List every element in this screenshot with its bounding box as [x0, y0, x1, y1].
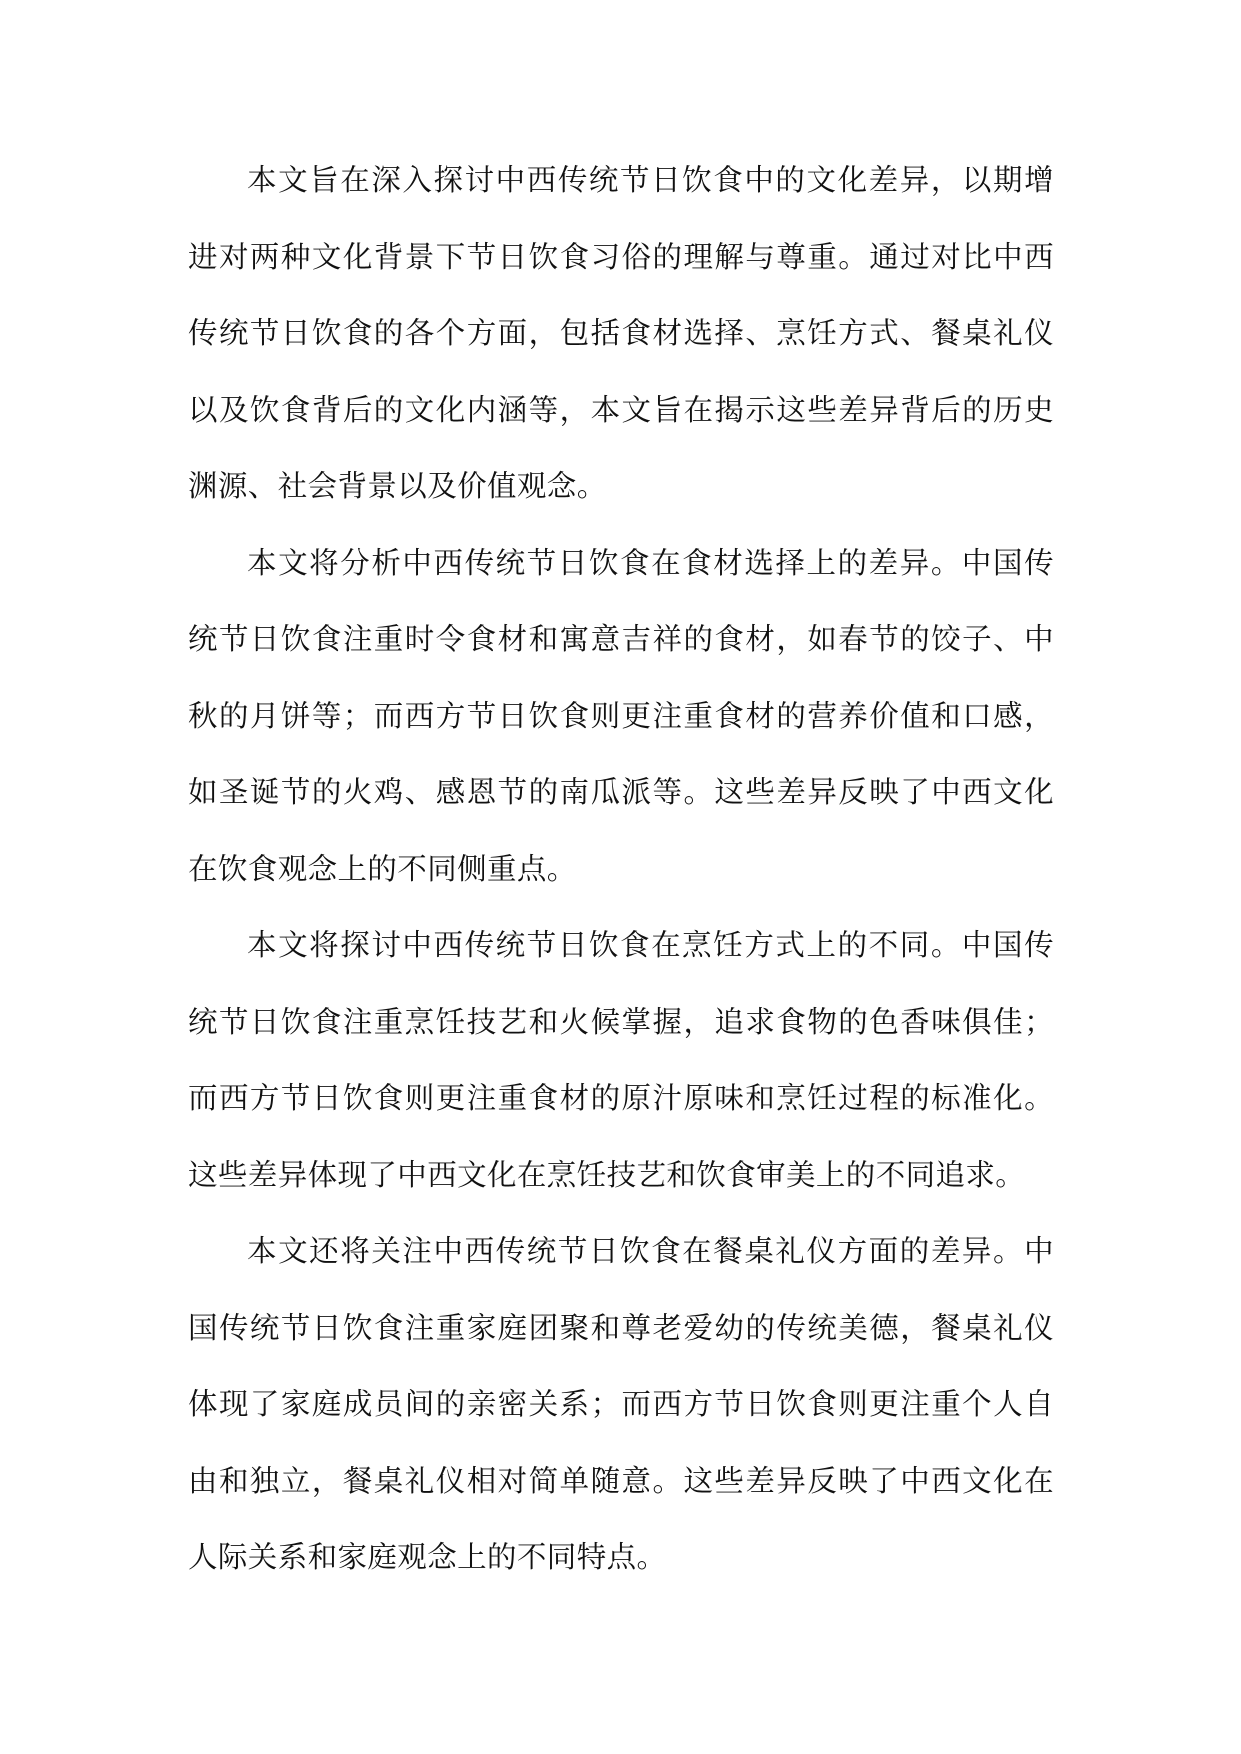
paragraph-ingredients: 本文将分析中西传统节日饮食在食材选择上的差异。中国传统节日饮食注重时令食材和寓意吉祥的食材，如春节的饺子、中秋的月饼等；而西方节日饮食则更注重食材的营养价值和口感，如圣诞节的火鸡、感恩节的南瓜派等。这些差异反映了中西文化在饮食观念上的不同侧重点。: [188, 545, 1054, 886]
paragraph-cooking: 本文将探讨中西传统节日饮食在烹饪方式上的不同。中国传统节日饮食注重烹饪技艺和火候掌握，追求食物的色香味俱佳；而西方节日饮食则更注重食材的原汁原味和烹饪过程的标准化。这些差异体现了中西文化在烹饪技艺和饮食审美上的不同追求。: [188, 928, 1054, 1192]
paragraph-etiquette: 本文还将关注中西传统节日饮食在餐桌礼仪方面的差异。中国传统节日饮食注重家庭团聚和尊老爱幼的传统美德，餐桌礼仪体现了家庭成员间的亲密关系；而西方节日饮食则更注重个人自由和独立，餐桌礼仪相对简单随意。这些差异反映了中西文化在人际关系和家庭观念上的不同特点。: [188, 1234, 1054, 1574]
paragraph-intro: 本文旨在深入探讨中西传统节日饮食中的文化差异，以期增进对两种文化背景下节日饮食习俗的理解与尊重。通过对比中西传统节日饮食的各个方面，包括食材选择、烹饪方式、餐桌礼仪以及饮食背后的文化内涵等，本文旨在揭示这些差异背后的历史渊源、社会背景以及价值观念。: [188, 163, 1054, 503]
document-body: [188, 142, 1054, 1596]
